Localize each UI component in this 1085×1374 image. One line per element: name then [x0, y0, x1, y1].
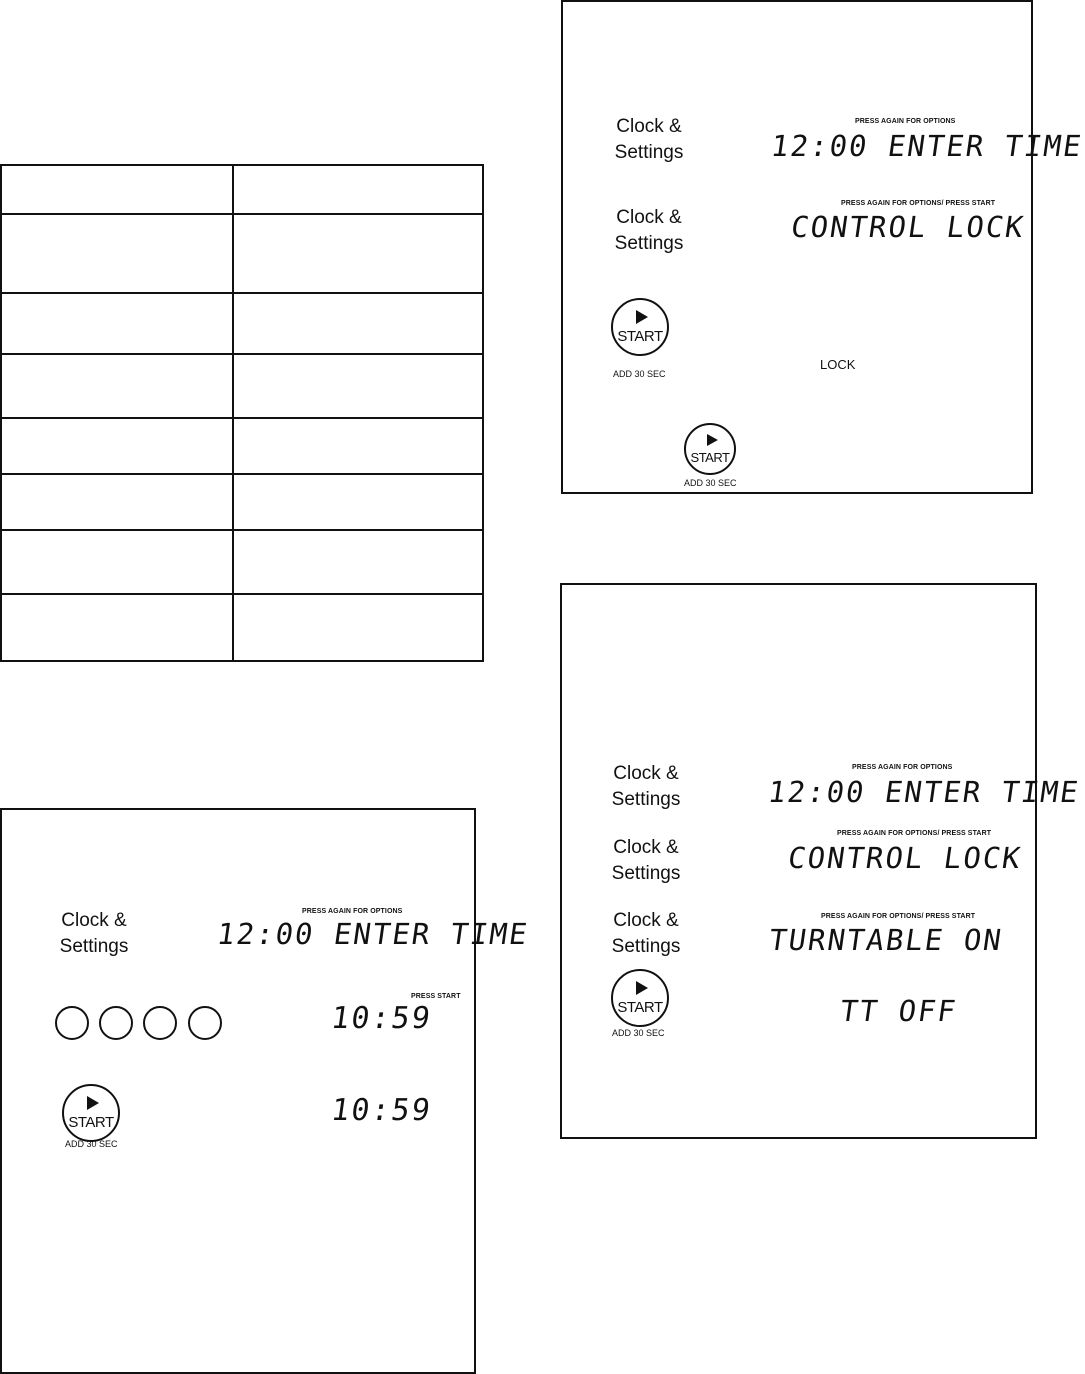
table-row-divider: [2, 353, 482, 355]
time-1059-display: 10:59: [328, 1001, 435, 1036]
tt-off-display: TT OFF: [837, 994, 960, 1028]
table-row-divider: [2, 473, 482, 475]
turntable-on-display: TURNTABLE ON: [766, 923, 1006, 957]
control-lock-display: CONTROL LOCK: [785, 841, 1025, 875]
number-button-icon[interactable]: [99, 1006, 133, 1040]
enter-time-display: 12:00 ENTER TIME: [214, 917, 531, 951]
number-button-icon[interactable]: [55, 1006, 89, 1040]
play-icon: [636, 310, 648, 324]
lock-label: LOCK: [820, 357, 856, 372]
set-time-panel: [0, 808, 531, 1374]
start-button[interactable]: [62, 1084, 120, 1142]
start-label: START: [617, 328, 663, 345]
add-30-sec-label: ADD 30 SEC: [65, 1139, 118, 1149]
clock-settings-button[interactable]: Clock & Settings: [614, 207, 684, 254]
enter-time-display: 12:00 ENTER TIME: [765, 775, 1082, 809]
press-again-start-hint: PRESS AGAIN FOR OPTIONS/ PRESS START: [837, 830, 992, 837]
blank-table: [0, 164, 484, 662]
press-again-start-hint: PRESS AGAIN FOR OPTIONS/ PRESS START: [841, 200, 996, 207]
number-button-icon[interactable]: [188, 1006, 222, 1040]
add-30-sec-label: ADD 30 SEC: [684, 478, 737, 488]
start-label: START: [690, 450, 730, 465]
press-again-hint: PRESS AGAIN FOR OPTIONS: [855, 118, 956, 125]
control-lock-display: CONTROL LOCK: [788, 210, 1028, 244]
add-30-sec-label: ADD 30 SEC: [613, 369, 666, 379]
table-row-divider: [2, 213, 482, 215]
press-again-hint: PRESS AGAIN FOR OPTIONS: [852, 764, 953, 771]
press-again-hint: PRESS AGAIN FOR OPTIONS: [302, 908, 403, 915]
clock-settings-button[interactable]: Clock & Settings: [611, 910, 681, 957]
time-1059-display: 10:59: [328, 1093, 435, 1128]
clock-settings-button[interactable]: Clock & Settings: [611, 837, 681, 884]
clock-settings-button[interactable]: Clock & Settings: [59, 910, 129, 957]
table-row-divider: [2, 417, 482, 419]
number-button-icon[interactable]: [143, 1006, 177, 1040]
press-again-start-hint: PRESS AGAIN FOR OPTIONS/ PRESS START: [821, 913, 976, 920]
turntable-panel: [560, 583, 1082, 1139]
start-label: START: [68, 1114, 114, 1131]
table-column-divider: [232, 166, 234, 660]
play-icon: [636, 981, 648, 995]
enter-time-display: 12:00 ENTER TIME: [768, 129, 1085, 163]
clock-settings-button[interactable]: Clock & Settings: [614, 116, 684, 163]
play-icon: [707, 434, 718, 446]
start-button[interactable]: [611, 298, 669, 356]
start-label: START: [617, 999, 663, 1016]
clock-settings-button[interactable]: Clock & Settings: [611, 763, 681, 810]
table-row-divider: [2, 292, 482, 294]
table-row-divider: [2, 529, 482, 531]
start-button[interactable]: [684, 423, 736, 475]
table-row-divider: [2, 593, 482, 595]
start-button[interactable]: [611, 969, 669, 1027]
control-lock-panel: [561, 0, 1085, 494]
press-start-hint: PRESS START: [411, 993, 461, 1000]
add-30-sec-label: ADD 30 SEC: [612, 1028, 665, 1038]
play-icon: [87, 1096, 99, 1110]
